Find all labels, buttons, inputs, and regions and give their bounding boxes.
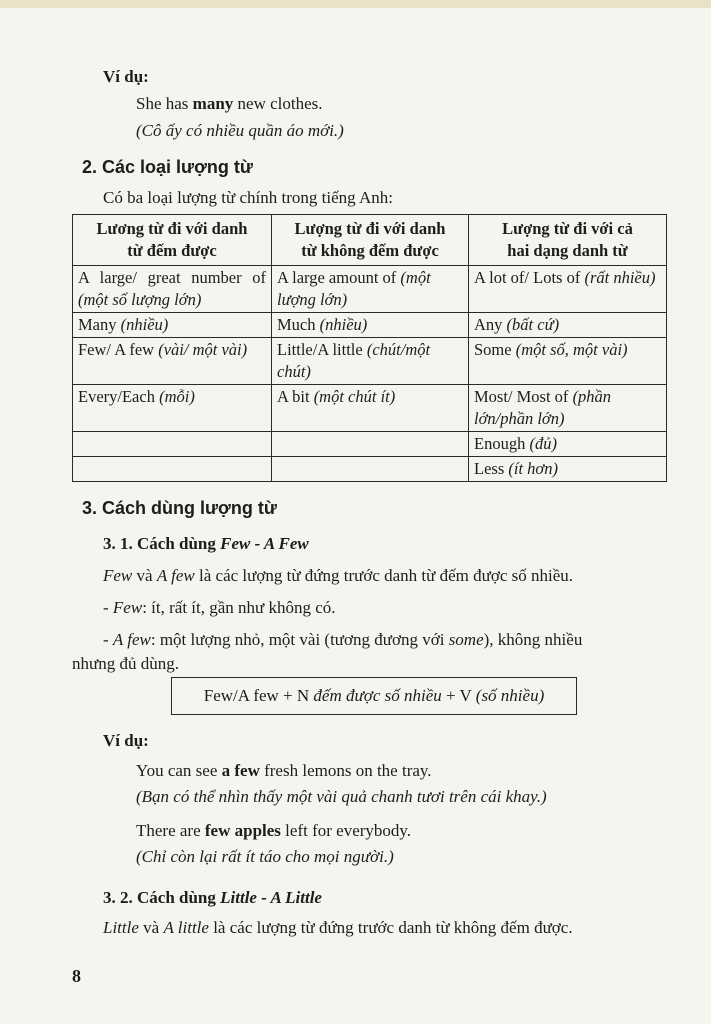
table-cell: Most/ Most of (phần lớn/phần lớn) — [469, 385, 667, 432]
paragraph-little-intro: Little và A little là các lượng từ đứng trước danh từ không đếm được. — [103, 918, 573, 937]
table-cell: A large amount of (một lượng lớn) — [272, 266, 469, 313]
table-cell: Few/ A few (vài/ một vài) — [73, 338, 272, 385]
table-cell: Many (nhiều) — [73, 313, 272, 338]
example-sentence: You can see a few fresh lemons on the tray. — [136, 761, 432, 780]
table-cell: Little/A little (chút/một chút) — [272, 338, 469, 385]
quantifier-table — [72, 214, 667, 482]
table-cell: Much (nhiều) — [272, 313, 469, 338]
table-cell: Enough (đủ) — [469, 432, 667, 457]
table-cell — [272, 432, 469, 457]
table-row — [73, 457, 667, 482]
example-sentence: She has many new clothes. — [136, 94, 323, 113]
table-cell: Some (một số, một vài) — [469, 338, 667, 385]
paragraph-few-intro: Few và A few là các lượng từ đứng trước danh từ đếm được số nhiều. — [103, 566, 574, 585]
table-cell: A large/ great number of (một số lượng lớn) — [73, 266, 272, 313]
section-heading-usage: 3. Cách dùng lượng từ — [82, 498, 277, 518]
table-header-both: Lượng từ đi với cả hai dạng danh từ — [469, 215, 667, 266]
definition-a-few: - A few: một lượng nhỏ, một vài (tương đương với some), không nhiều — [103, 630, 583, 649]
example-translation: (Chỉ còn lại rất ít táo cho mọi người.) — [136, 847, 394, 866]
table-row — [73, 266, 667, 313]
page-top-edge — [0, 0, 711, 8]
example-translation: (Cô ấy có nhiều quần áo mới.) — [136, 121, 344, 140]
example-label: Ví dụ: — [103, 731, 149, 750]
formula-box: Few/A few + N đếm được số nhiều + V (số nhiều) — [171, 677, 577, 715]
table-cell: A bit (một chút ít) — [272, 385, 469, 432]
table-cell: Every/Each (mỗi) — [73, 385, 272, 432]
example-label: Ví dụ: — [103, 67, 149, 86]
table-cell — [73, 432, 272, 457]
definition-a-few-continued: nhưng đủ dùng. — [72, 654, 179, 673]
table-row — [73, 432, 667, 457]
section-heading-types: 2. Các loại lượng từ — [82, 157, 253, 177]
definition-few: - Few: ít, rất ít, gần như không có. — [103, 598, 336, 617]
table-row — [73, 385, 667, 432]
table-cell: Any (bất cứ) — [469, 313, 667, 338]
table-cell — [272, 457, 469, 482]
table-row — [73, 313, 667, 338]
example-sentence: There are few apples left for everybody. — [136, 821, 412, 840]
table-cell — [73, 457, 272, 482]
example-translation: (Bạn có thể nhìn thấy một vài quả chanh tươi trên cái khay.) — [136, 787, 547, 806]
table-row — [73, 338, 667, 385]
table-header-countable: Lương từ đi với danh từ đếm được — [73, 215, 272, 266]
subsection-heading-little: 3. 2. Cách dùng Little - A Little — [103, 888, 322, 907]
table-cell: A lot of/ Lots of (rất nhiều) — [469, 266, 667, 313]
page-number: 8 — [72, 966, 81, 986]
subsection-heading-few: 3. 1. Cách dùng Few - A Few — [103, 534, 309, 553]
table-cell: Less (ít hơn) — [469, 457, 667, 482]
table-header-row — [73, 215, 667, 266]
table-header-uncountable: Lượng từ đi với danh từ không đếm được — [272, 215, 469, 266]
section-intro: Có ba loại lượng từ chính trong tiếng Anh: — [103, 188, 393, 207]
